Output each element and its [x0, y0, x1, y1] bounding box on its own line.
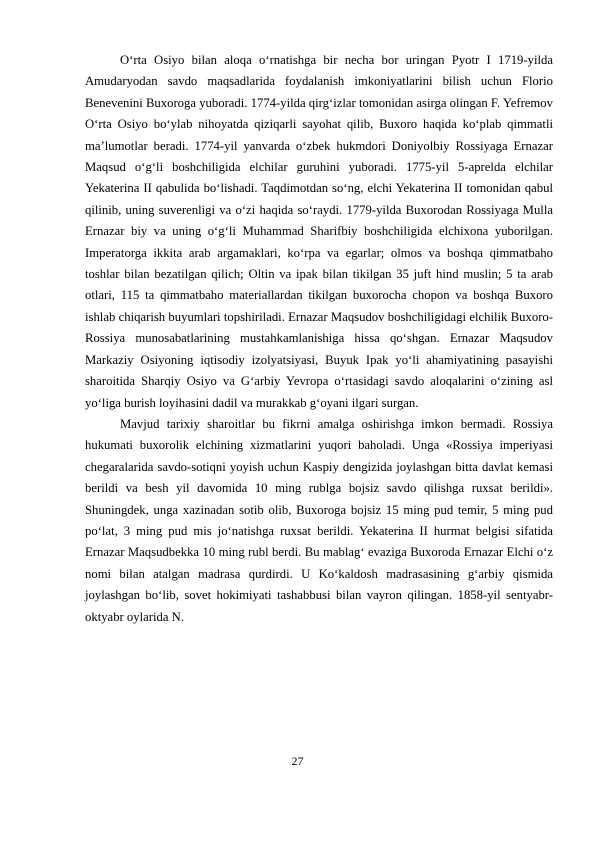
- page-number: 27: [291, 754, 304, 768]
- paragraph-2: Mavjud tarixiy sharoitlar bu fikrni amalga oshirishga imkon bermadi. Rossiya hukumati buxorolik elchining xizmatlarini yuqori baholadi. Unga «Rossiya imperiyasi chegaralarida savdo-sotiqni yoyish uchun Kaspiy dengizida joylashgan bitta davlat kemasi berildi va besh yil davomida 10 ming rublga bojsiz savdo qilishga ruxsat berildi». Shuningdek, unga xazinadan sotib olib, Buxoroga bojsiz 15 ming pud temir, 5 ming pud po‘lat, 3 ming pud mis jo‘natishga ruxsat berildi. Yekaterina II hurmat belgisi sifatida Ernazar Maqsudbekka 10 ming rubl berdi. Bu mablag‘ evaziga Buxoroda Ernazar Elchi o‘z nomi bilan atalgan madrasa qurdirdi. U Ko‘kaldosh madrasasining g‘arbiy qismida joylashgan bo‘lib, sovet hokimiyati tashabbusi bilan vayron qilingan. 1858-yil sentyabr-oktyabr oylarida N.: [85, 416, 553, 624]
- document-page: [85, 50, 553, 628]
- paragraph-1: O‘rta Osiyo bilan aloqa o‘rnatishga bir necha bor uringan Pyotr I 1719-yilda Amudaryodan savdo maqsadlarida foydalanish imkoniyatlarini bilish uchun Florio Benevenini Buxoroga yuboradi. 1774-yilda qirg‘izlar tomonidan asirga olingan F. Yefremov O‘rta Osiyo bo‘ylab nihoyatda qiziqarli sayohat qilib, Buxoro haqida ko‘plab qimmatli ma’lumotlar beradi. 1774-yil yanvarda o‘zbek hukmdori Doniyolbiy Rossiyaga Ernazar Maqsud o‘g‘li boshchiligida elchilar guruhini yuboradi. 1775-yil 5-aprelda elchilar Yekaterina II qabulida bo‘lishadi. Taqdimotdan so‘ng, elchi Yekaterina II tomonidan qabul qilinib, uning suverenligi va o‘zi haqida so‘raydi. 1779-yilda Buxorodan Rossiyaga Mulla Ernazar biy va uning o‘g‘li Muhammad Sharifbiy boshchiligida elchixona yuborilgan. Imperatorga ikkita arab argamaklari, ko‘rpa va egarlar; olmos va boshqa qimmatbaho toshlar bilan bezatilgan qilich; Oltin va ipak bilan tikilgan 35 juft hind muslin; 5 ta arab otlari, 115 ta qimmatbaho materiallardan tikilgan buxorocha chopon va boshqa Buxoro ishlab chiqarish buyumlari topshiriladi. Ernazar Maqsudov boshchiligidagi elchilik Buxoro-Rossiya munosabatlarining mustahkamlanishiga hissa qo‘shgan. Ernazar Maqsudov Markaziy Osiyoning iqtisodiy izolyatsiyasi, Buyuk Ipak yo‘li ahamiyatining pasayishi sharoitida Sharqiy Osiyo va G‘arbiy Yevropa o‘rtasidagi savdo aloqalarini o‘zining asl yo‘liga burish loyihasini dadil va murakkab g‘oyani ilgari surgan.: [85, 53, 553, 410]
